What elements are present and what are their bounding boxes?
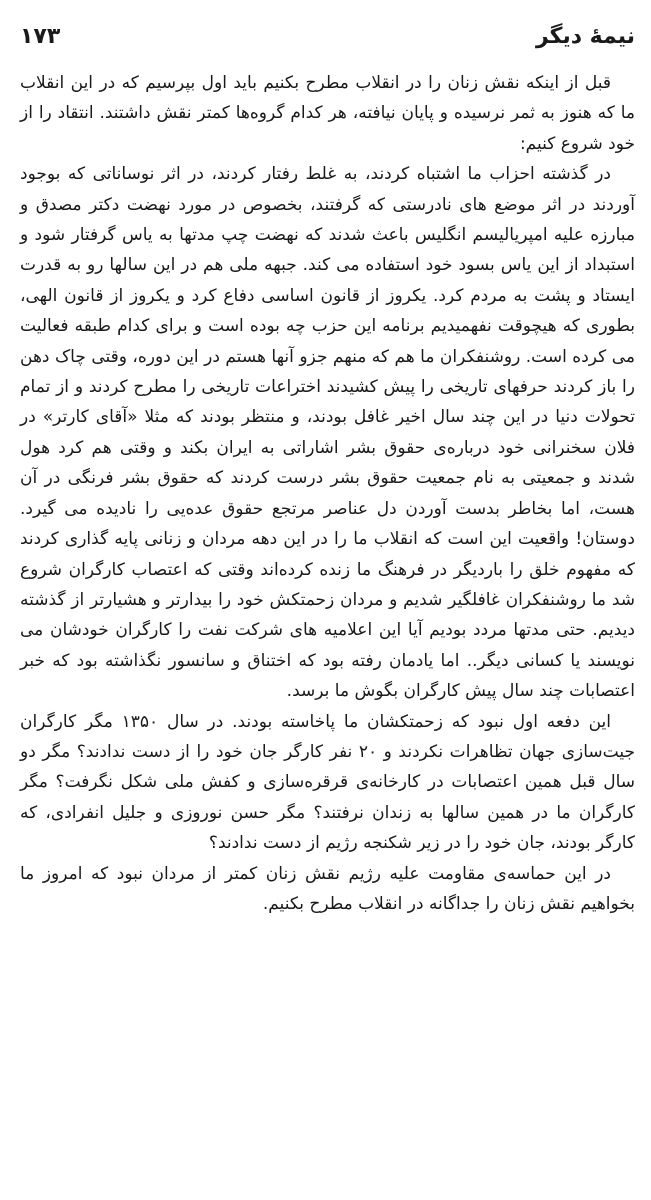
- running-title: نیمهٔ دیگر: [535, 24, 635, 49]
- body-text: [20, 68, 635, 919]
- book-page: [20, 0, 635, 1200]
- paragraph: این دفعه اول نبود که زحمتکشان ما پاخاسته بودند. در سال ۱۳۵۰ مگر کارگران جیت‌سازی جهان تظاهرات نکردند و ۲۰ نفر کارگر جان خود را از دست ندادند؟ مگر دو سال قبل همین اعتصابات در کارخانه‌ی قرقره‌سازی و کفش ملی شکل نگرفت؟ مگر کارگران ما در همین سالها به زندان نرفتند؟ مگر حسن نوروزی و جلیل انفرادی، که کارگر بودند، جان خود را در زیر شکنجه رژیم از دست ندادند؟: [20, 711, 635, 854]
- paragraph: قبل از اینکه نقش زنان را در انقلاب مطرح بکنیم باید اول بپرسیم که در این انقلاب ما که هنوز به ثمر نرسیده و پایان نیافته، هر کدام گروه‌ها کمتر نقش داشتند. انتقاد را از خود شروع کنیم:: [20, 73, 635, 154]
- page-header: [20, 22, 635, 52]
- paragraph: در گذشته احزاب ما اشتباه کردند، به غلط رفتار کردند، در اثر نوساناتی که بوجود آوردند در اثر موضع های نادرستی که گرفتند، بخصوص در مورد نهضت دکتر مصدق و مبارزه علیه امپریالیسم انگلیس باعث شدند که نهضت چپ مدتها به یاس گرفتار شود و استبداد از این یاس بسود خود استفاده می کند. جبهه ملی هم در این سالها رو به قدرت ایستاد و پشت به مردم کرد. یکروز از قانون اساسی دفاع کرد و یکروز از قانون الهی، بطوری که هیچوقت نفهمیدیم برنامه این حزب چه بوده است و برای کدام طبقه فعالیت می کرده است. روشنفکران ما هم که منهم جزو آنها هستم در این دوره، وقتی چاک دهن را باز کردند حرفهای تاریخی را پیش کشیدند اختراعات تاریخی را مطرح کردند و از تمام تحولات دنیا در این چند سال اخیر غافل بودند، و منتظر بودند که مثلا «آقای کارتر» در فلان سخنرانی خود درباره‌ی حقوق بشر اشاراتی به ایران بکند و وقتی هم کرد هول شدند و جمعیتی به نام جمعیت حقوق بشر درست کردند که حقوق بشر فرنگی در آن هست، اما بخاطر بدست آوردن دل عناصر مرتجع حقوق عده‌یی را نادیده می گیرد. دوستان! واقعیت این است که انقلاب ما را در این دهه مردان و زنانی پایه گذاری کردند که مفهوم خلق را باردیگر در فرهنگ ما زنده کرده‌اند وقتی که اعتصاب کارگران شروع شد ما روشنفکران غافلگیر شدیم و مردان زحمتکش خود را بیدارتر و هشیارتر از گذشته دیدیم. حتی مدتها مردد بودیم آیا این اعلامیه های شرکت نفت را کارگران خودشان می نویسند یا کسانی دیگر.. اما یادمان رفته بود که اختناق و سانسور نگذاشته بود که خبر اعتصابات چند سال پیش کارگران بگوش ما برسد.: [20, 164, 635, 702]
- page-number: ۱۷۳: [20, 24, 61, 49]
- paragraph: در این حماسه‌ی مقاومت علیه رژیم نقش زنان کمتر از مردان نبود که امروز ما بخواهیم نقش زنان را جداگانه در انقلاب مطرح بکنیم.: [20, 863, 635, 914]
